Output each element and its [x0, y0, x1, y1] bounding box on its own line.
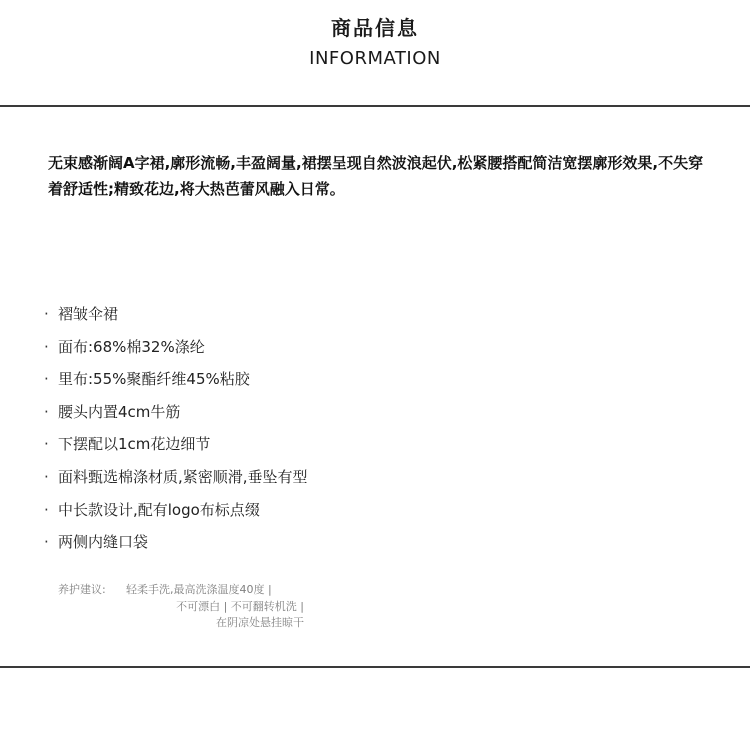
list-item	[44, 494, 308, 527]
top-divider	[0, 105, 750, 107]
list-item	[44, 298, 308, 331]
bottom-divider	[0, 666, 750, 668]
bullet-icon: ·	[44, 435, 49, 454]
bullet-icon: ·	[44, 533, 49, 552]
list-item	[44, 331, 308, 364]
bullet-icon: ·	[44, 402, 49, 421]
list-item	[44, 363, 308, 396]
page-subtitle: INFORMATION	[309, 48, 441, 69]
care-instructions	[58, 582, 304, 632]
care-line: 在阴凉处悬挂晾干	[216, 616, 304, 629]
feature-text: 面料甄选棉涤材质,紧密顺滑,垂坠有型	[58, 467, 308, 486]
list-item	[44, 461, 308, 494]
feature-text: 下摆配以1cm花边细节	[58, 435, 211, 454]
feature-text: 两侧内缝口袋	[58, 533, 149, 552]
feature-text: 里布:55%聚酯纤维45%粘胶	[58, 370, 250, 389]
care-label: 养护建议:	[58, 583, 106, 596]
list-item	[44, 396, 308, 429]
care-line: 不可漂白 | 不可翻转机洗 |	[176, 599, 304, 613]
feature-list	[44, 298, 308, 559]
care-row	[58, 582, 304, 599]
page-header	[0, 14, 750, 74]
list-item	[44, 526, 308, 559]
feature-text: 中长款设计,配有logo布标点缀	[58, 500, 260, 519]
product-description: 无束感渐阔A字裙,廓形流畅,丰盈阔量,裙摆呈现自然波浪起伏,松紧腰搭配简洁宽摆廓形效果,不失穿着舒适性;精致花边,将大热芭蕾风融入日常。	[48, 154, 704, 198]
bullet-icon: ·	[44, 500, 49, 519]
bullet-icon: ·	[44, 467, 49, 486]
care-line: 轻柔手洗,最高洗涤温度40度 |	[126, 583, 272, 596]
list-item	[44, 428, 308, 461]
feature-text: 褶皱伞裙	[58, 305, 119, 323]
feature-text: 腰头内置4cm牛筋	[58, 402, 181, 421]
feature-text: 面布:68%棉32%涤纶	[58, 337, 205, 356]
bullet-icon: ·	[44, 370, 49, 389]
page-title: 商品信息	[331, 16, 419, 40]
bullet-icon: ·	[44, 305, 49, 323]
bullet-icon: ·	[44, 337, 49, 356]
